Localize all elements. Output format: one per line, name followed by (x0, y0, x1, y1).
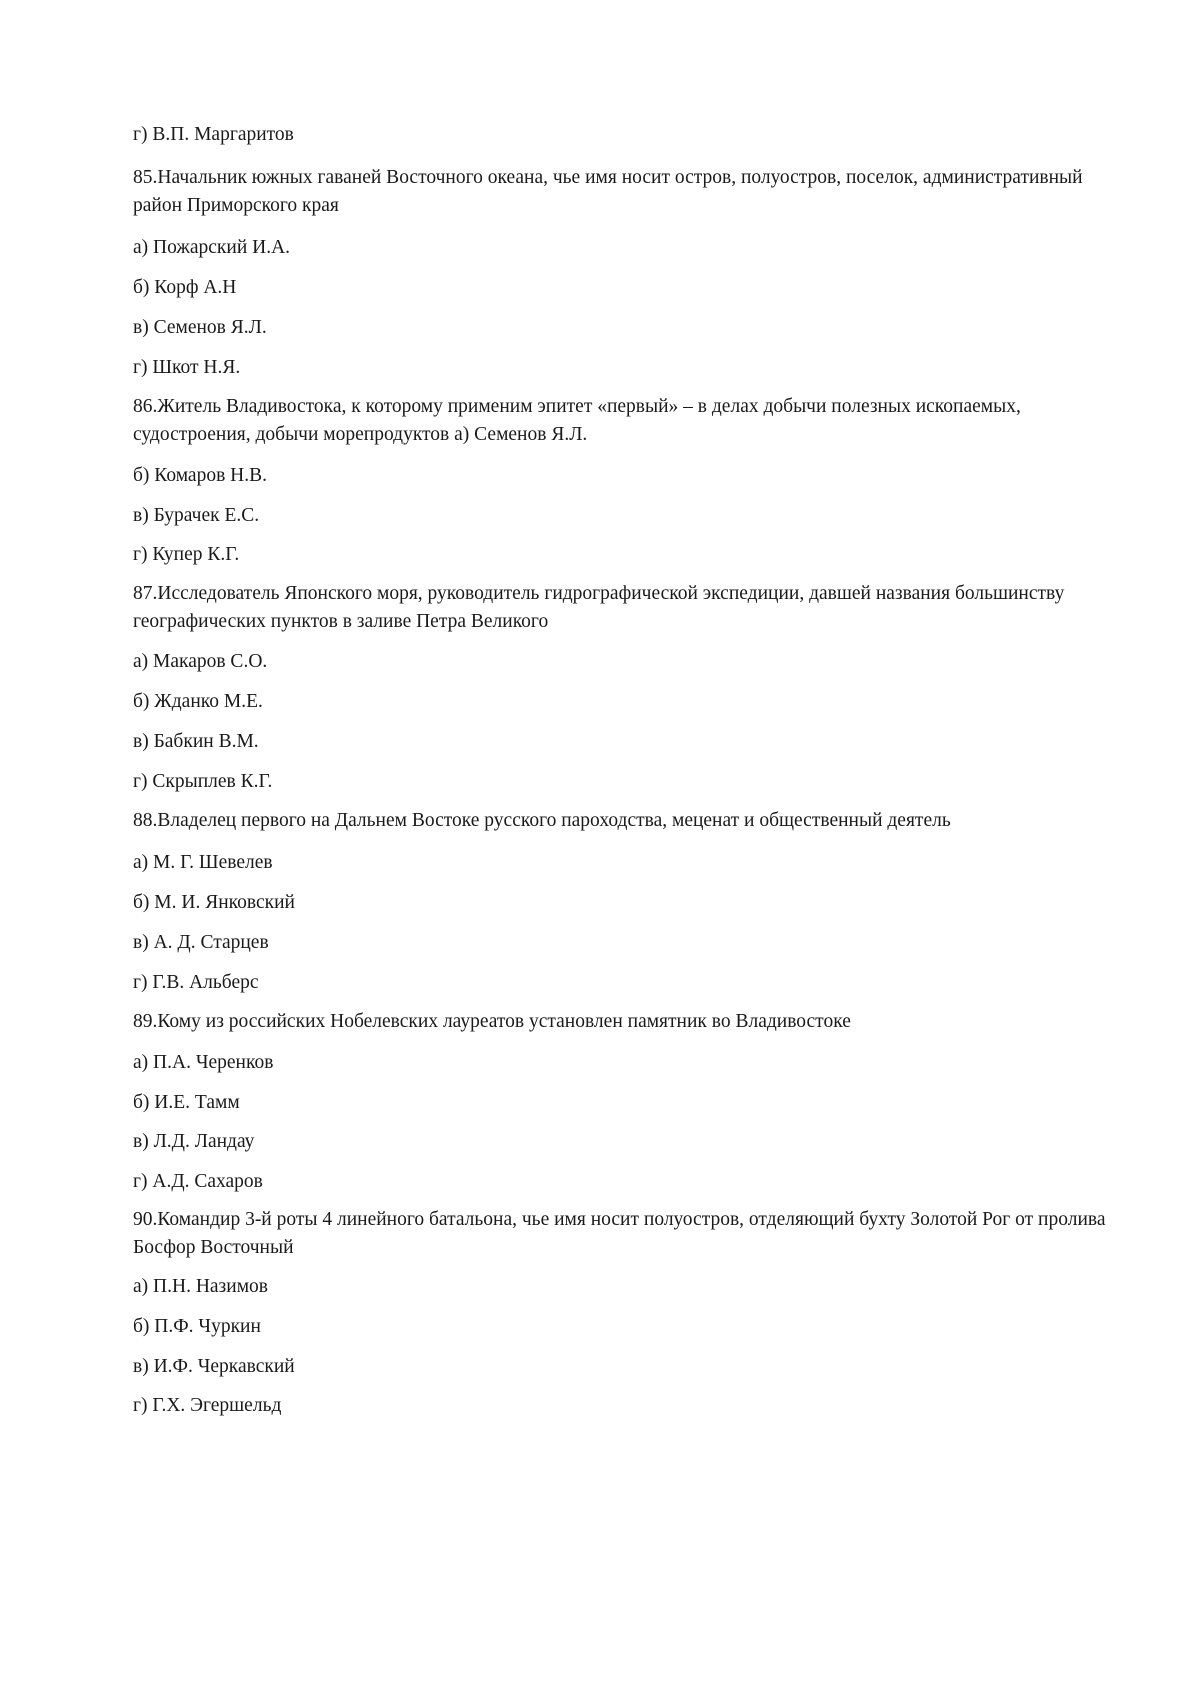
answer-option: г) В.П. Маргаритов (133, 124, 294, 145)
answer-option: в) Семенов Я.Л. (133, 317, 267, 338)
answer-option: а) Пожарский И.А. (133, 237, 291, 258)
answer-option: б) Корф А.Н (133, 277, 237, 298)
answer-option: а) П.А. Черенков (133, 1052, 274, 1073)
question-90: 90.Командир 3-й роты 4 линейного батальона, чье имя носит полуостров, отделяющий бухту Золотой Рог от пролива Босфор Восточный (133, 1209, 1106, 1258)
answer-option: г) Купер К.Г. (133, 544, 240, 565)
question-86: 86.Житель Владивостока, к которому применим эпитет «первый» – в делах добычи полезных ископаемых, судостроения, добычи морепродуктов а) Семенов Я.Л. (133, 396, 1021, 445)
answer-option: б) П.Ф. Чуркин (133, 1316, 261, 1337)
answer-option: а) П.Н. Назимов (133, 1276, 268, 1297)
answer-option: а) Макаров С.О. (133, 651, 268, 672)
answer-option: г) Г.Х. Эгершельд (133, 1395, 282, 1416)
answer-option: б) Комаров Н.В. (133, 465, 267, 486)
answer-option: а) М. Г. Шевелев (133, 852, 273, 873)
question-88: 88.Владелец первого на Дальнем Востоке русского пароходства, меценат и общественный деятель (133, 810, 951, 831)
answer-option: в) Бабкин В.М. (133, 731, 259, 752)
answer-option: б) Жданко М.Е. (133, 691, 263, 712)
question-89: 89.Кому из российских Нобелевских лауреатов установлен памятник во Владивостоке (133, 1011, 851, 1032)
question-87: 87.Исследователь Японского моря, руководитель гидрографической экспедиции, давшей названия большинству географических пунктов в заливе Петра Великого (133, 583, 1065, 632)
answer-option: г) Г.В. Альберс (133, 972, 259, 993)
question-85: 85.Начальник южных гаваней Восточного океана, чье имя носит остров, полуостров, поселок, административный район Приморского края (133, 167, 1083, 216)
answer-option: б) М. И. Янковский (133, 892, 295, 913)
answer-option: г) Скрыплев К.Г. (133, 771, 273, 792)
answer-option: в) И.Ф. Черкавский (133, 1356, 295, 1377)
answer-option: б) И.Е. Тамм (133, 1092, 240, 1113)
answer-option: г) Шкот Н.Я. (133, 357, 241, 378)
answer-option: в) А. Д. Старцев (133, 932, 269, 953)
answer-option: г) А.Д. Сахаров (133, 1171, 263, 1192)
answer-option: в) Бурачек Е.С. (133, 505, 260, 526)
answer-option: в) Л.Д. Ландау (133, 1131, 255, 1152)
